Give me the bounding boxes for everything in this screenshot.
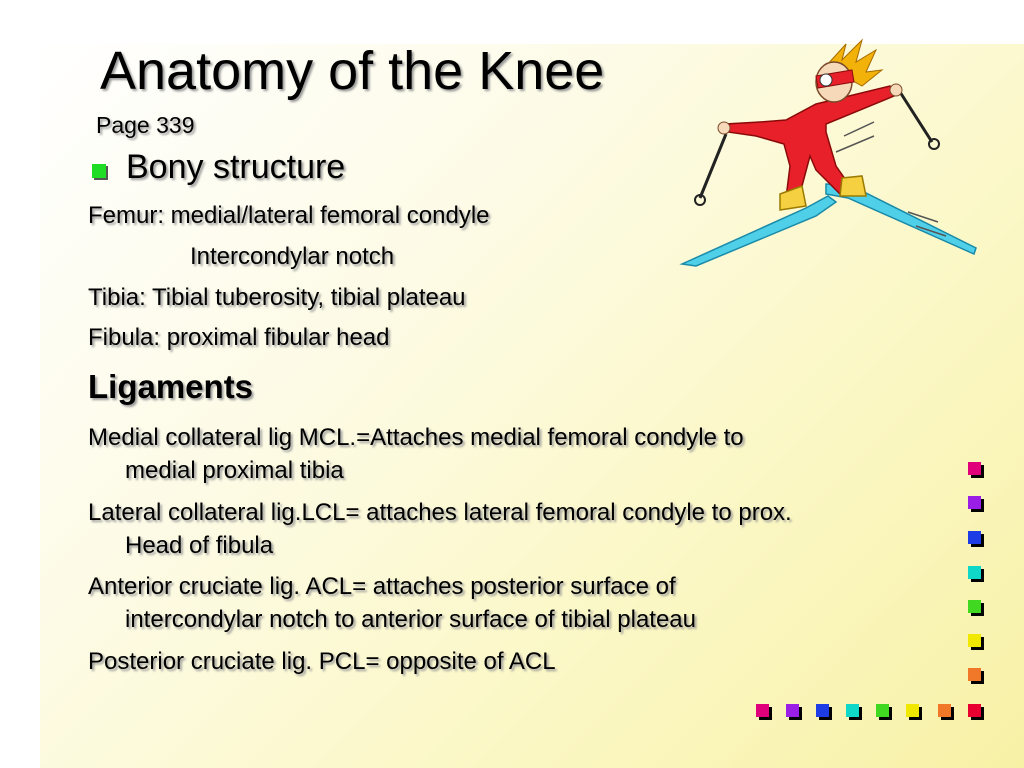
- ligament-mcl-line2: medial proximal tibia: [125, 457, 344, 484]
- decor-square-icon: [968, 704, 981, 717]
- ligament-mcl: [88, 421, 948, 487]
- ligament-mcl-line1: Medial collateral lig MCL.=Attaches medial femoral condyle to: [88, 424, 744, 451]
- ligament-pcl: [88, 645, 948, 678]
- bony-line-tibia: Tibia: Tibial tuberosity, tibial plateau: [88, 284, 466, 311]
- ligament-pcl-line1: Posterior cruciate lig. PCL= opposite of ACL: [88, 648, 556, 675]
- bullet-text: Bony structure: [126, 148, 346, 186]
- decor-square-icon: [786, 704, 799, 717]
- ligaments-heading: Ligaments: [88, 368, 254, 405]
- decor-square-icon: [968, 496, 981, 509]
- decor-square-icon: [938, 704, 951, 717]
- decor-square-icon: [756, 704, 769, 717]
- green-square-bullet-icon: [92, 164, 106, 178]
- ligament-lcl-line1: Lateral collateral lig.LCL= attaches lateral femoral condyle to prox.: [88, 499, 792, 526]
- ligament-acl: [88, 570, 948, 636]
- decor-square-icon: [846, 704, 859, 717]
- decor-square-icon: [968, 462, 981, 475]
- bony-line-notch: Intercondylar notch: [190, 243, 395, 270]
- ligament-acl-line1: Anterior cruciate lig. ACL= attaches posterior surface of: [88, 573, 676, 600]
- decor-square-icon: [906, 704, 919, 717]
- decor-square-icon: [968, 668, 981, 681]
- ligament-lcl: [88, 496, 948, 562]
- ligament-lcl-line2: Head of fibula: [125, 532, 274, 559]
- skier-clipart-icon: [676, 36, 986, 272]
- bony-line-fibula: Fibula: proximal fibular head: [88, 324, 390, 351]
- slide-title: Anatomy of the Knee: [100, 41, 605, 101]
- decor-square-icon: [968, 600, 981, 613]
- page-reference: Page 339: [96, 112, 195, 138]
- decor-square-icon: [968, 566, 981, 579]
- decor-square-icon: [876, 704, 889, 717]
- bony-line-femur: Femur: medial/lateral femoral condyle: [88, 202, 490, 229]
- decor-square-icon: [968, 634, 981, 647]
- ligament-acl-line2: intercondylar notch to anterior surface of tibial plateau: [125, 606, 696, 633]
- decor-square-icon: [968, 531, 981, 544]
- decor-square-icon: [816, 704, 829, 717]
